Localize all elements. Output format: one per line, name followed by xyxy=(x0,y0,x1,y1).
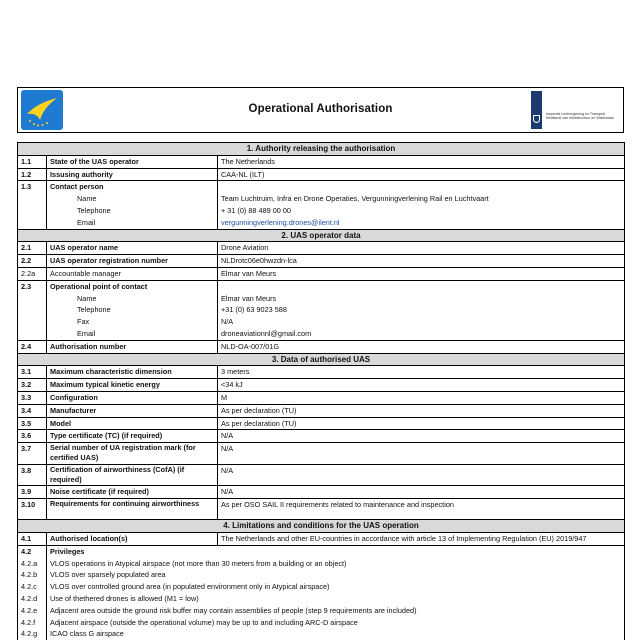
section-title-text: 2. UAS operator data xyxy=(281,230,361,240)
row-label: Issusing authority xyxy=(47,168,218,181)
section-title-text: 1. Authority releasing the authorisation xyxy=(246,144,396,153)
row-value: <34 kJ xyxy=(218,379,625,392)
row-number: 3.5 xyxy=(18,417,47,430)
row-label: Accountable manager xyxy=(47,267,218,280)
row-value: CAA-NL (ILT) xyxy=(218,168,625,181)
row-label: Email xyxy=(47,217,218,229)
row-number xyxy=(18,205,47,217)
section-header xyxy=(18,353,625,366)
row-label: VLOS over controlled ground area (in populated environment only in Atypical airspace) xyxy=(47,581,625,593)
row-value: NLDrotc06e0hwzdn-lca xyxy=(218,255,625,268)
row-number: 3.8 xyxy=(18,464,47,485)
row-number xyxy=(18,316,47,328)
row-value: Elmar van Meurs xyxy=(218,293,625,305)
row-label: Adjacent area outside the ground risk buffer may contain assemblies of people (step 9 requirements are included) xyxy=(47,605,625,617)
row-label: Manufacturer xyxy=(47,404,218,417)
row-number xyxy=(18,293,47,305)
row-number: 3.3 xyxy=(18,391,47,404)
row-label: Serial number of UA registration mark (for certified UAS) xyxy=(47,443,218,464)
table-row xyxy=(18,485,625,498)
authorisation-table xyxy=(17,142,625,640)
row-label: Operational point of contact xyxy=(47,280,218,292)
table-row xyxy=(18,366,625,379)
table-row xyxy=(18,545,625,557)
table-row xyxy=(18,168,625,181)
table-row xyxy=(18,181,625,193)
row-label: Authorisation number xyxy=(47,340,218,353)
table-row xyxy=(18,605,625,617)
document-header xyxy=(17,87,624,133)
row-label: Certification of airworthiness (CofA) (if required) xyxy=(47,464,218,485)
section-title xyxy=(18,143,625,156)
row-label: Fax xyxy=(47,316,218,328)
section-title-text: 4. Limitations and conditions for the UAS operation xyxy=(223,521,419,531)
row-value: As per declaration (TU) xyxy=(218,404,625,417)
row-label: Maximum characteristic dimension xyxy=(47,366,218,379)
row-value: As per OSO SAIL II requirements related to maintenance and inspection xyxy=(218,498,625,519)
row-number: 3.1 xyxy=(18,366,47,379)
row-value: +31 (0) 63 9023 588 xyxy=(218,304,625,316)
row-label: Maximum typical kinetic energy xyxy=(47,379,218,392)
row-value: Team Luchtruim, Infra en Drone Operaties, Vergunningverlening Rail en Luchtvaart xyxy=(218,193,625,205)
table-row xyxy=(18,443,625,464)
row-label: Use of thethered drones is allowed (M1 = low) xyxy=(47,593,625,605)
row-value: Elmar van Meurs xyxy=(218,267,625,280)
row-number: 4.2.g xyxy=(18,628,47,640)
crest-icon xyxy=(533,115,540,123)
table-row xyxy=(18,155,625,168)
table-row xyxy=(18,464,625,485)
ministry-line-1: Inspectie Leefomgeving en Transport xyxy=(546,112,606,116)
row-number: 2.2 xyxy=(18,255,47,268)
row-label: Authorised location(s) xyxy=(47,532,218,545)
table-row xyxy=(18,255,625,268)
row-label: Privileges xyxy=(47,545,625,557)
table-row xyxy=(18,417,625,430)
row-value: N/A xyxy=(218,316,625,328)
table-row xyxy=(18,617,625,629)
row-label: Name xyxy=(47,193,218,205)
row-value: N/A xyxy=(218,430,625,443)
row-number: 1.3 xyxy=(18,181,47,193)
table-row xyxy=(18,280,625,292)
row-value: N/A xyxy=(218,464,625,485)
row-label: Telephone xyxy=(47,304,218,316)
row-label: Email xyxy=(47,328,218,340)
row-number: 4.2.e xyxy=(18,605,47,617)
section-title xyxy=(18,520,625,533)
row-number xyxy=(18,193,47,205)
row-value: 3 meters xyxy=(218,366,625,379)
row-number: 4.2.b xyxy=(18,569,47,581)
section-title xyxy=(18,353,625,366)
table-row xyxy=(18,430,625,443)
section-title-text: 3. Data of authorised UAS xyxy=(271,354,371,364)
row-number: 3.10 xyxy=(18,498,47,519)
row-number: 3.9 xyxy=(18,485,47,498)
row-number: 2.4 xyxy=(18,340,47,353)
table-row xyxy=(18,293,625,305)
table-row xyxy=(18,391,625,404)
row-value: As per declaration (TU) xyxy=(218,417,625,430)
row-value xyxy=(218,181,625,193)
row-number: 2.1 xyxy=(18,242,47,255)
row-number: 3.6 xyxy=(18,430,47,443)
row-number: 3.2 xyxy=(18,379,47,392)
table-row xyxy=(18,379,625,392)
row-label: Noise certificate (if required) xyxy=(47,485,218,498)
row-value: droneaviationnl@gmail.com xyxy=(218,328,625,340)
row-number: 2.3 xyxy=(18,280,47,292)
row-label: VLOS over sparsely populated area xyxy=(47,569,625,581)
row-number: 4.1 xyxy=(18,532,47,545)
table-row xyxy=(18,593,625,605)
page-title: Operational Authorisation xyxy=(248,103,393,115)
table-row xyxy=(18,304,625,316)
row-number: 2.2a xyxy=(18,267,47,280)
row-value: M xyxy=(218,391,625,404)
row-number: 1.1 xyxy=(18,155,47,168)
table-row xyxy=(18,581,625,593)
table-row xyxy=(18,267,625,280)
row-number: 4.2.d xyxy=(18,593,47,605)
row-value: Drone Aviation xyxy=(218,242,625,255)
row-value xyxy=(218,280,625,292)
section-header xyxy=(18,143,625,156)
email-link[interactable]: vergunningverlening.drones@ilent.nl xyxy=(218,217,625,229)
row-number xyxy=(18,217,47,229)
table-row xyxy=(18,328,625,340)
ministry-stripe xyxy=(531,91,542,129)
row-number: 4.2.c xyxy=(18,581,47,593)
row-label: Requirements for continuing airworthiness xyxy=(47,498,218,519)
row-label: Telephone xyxy=(47,205,218,217)
row-number: 4.2.f xyxy=(18,617,47,629)
section-header xyxy=(18,229,625,242)
row-label: ICAO class G airspace xyxy=(47,628,625,640)
row-label: State of the UAS operator xyxy=(47,155,218,168)
document xyxy=(17,87,624,640)
row-label: Type certificate (TC) (if required) xyxy=(47,430,218,443)
table-row xyxy=(18,340,625,353)
row-label: Configuration xyxy=(47,391,218,404)
row-label: Name xyxy=(47,293,218,305)
table-row xyxy=(18,242,625,255)
table-row xyxy=(18,498,625,519)
ministry-logo xyxy=(531,91,619,131)
row-value: N/A xyxy=(218,485,625,498)
row-number: 1.2 xyxy=(18,168,47,181)
row-number xyxy=(18,304,47,316)
ministry-line-2: Ministerie van Infrastructuur en Waterstaat xyxy=(546,116,614,121)
table-row xyxy=(18,532,625,545)
table-row xyxy=(18,404,625,417)
row-number: 3.7 xyxy=(18,443,47,464)
section-title xyxy=(18,229,625,242)
table-row xyxy=(18,193,625,205)
table-row xyxy=(18,569,625,581)
row-label: UAS operator registration number xyxy=(47,255,218,268)
table-row xyxy=(18,558,625,570)
row-label: UAS operator name xyxy=(47,242,218,255)
row-number: 4.2 xyxy=(18,545,47,557)
row-value: The Netherlands and other EU-countries in accordance with article 13 of Implementing Regulation (EU) 2019/947 xyxy=(218,532,625,545)
row-value: The Netherlands xyxy=(218,155,625,168)
table-row xyxy=(18,628,625,640)
row-value: NLD-OA-007/01G xyxy=(218,340,625,353)
row-value: N/A xyxy=(218,443,625,464)
row-number: 3.4 xyxy=(18,404,47,417)
table-row xyxy=(18,205,625,217)
row-number xyxy=(18,328,47,340)
table-row xyxy=(18,316,625,328)
row-label: Adjacent airspace (outside the operational volume) may be up to and including ARC-D airspace xyxy=(47,617,625,629)
row-label: Model xyxy=(47,417,218,430)
section-header xyxy=(18,520,625,533)
row-number: 4.2.a xyxy=(18,558,47,570)
ministry-name xyxy=(546,112,618,121)
row-label: Contact person xyxy=(47,181,218,193)
row-value: + 31 (0) 88 489 00 00 xyxy=(218,205,625,217)
table-row xyxy=(18,217,625,229)
row-label: VLOS operations in Atypical airspace (not more than 30 meters from a building or an object) xyxy=(47,558,625,570)
